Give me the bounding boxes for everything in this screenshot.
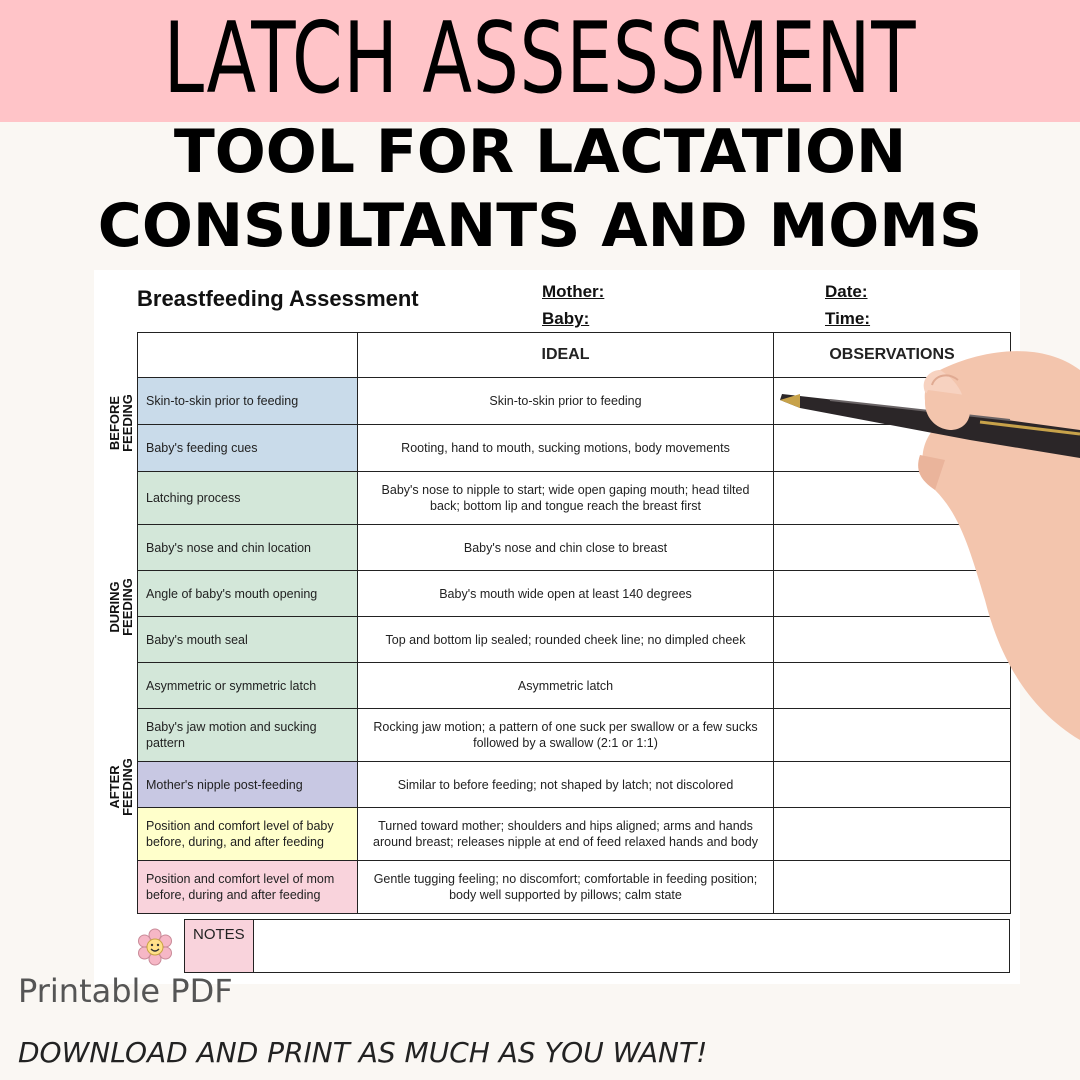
header-observations: OBSERVATIONS: [774, 333, 1011, 378]
observation-cell[interactable]: [774, 861, 1011, 914]
row-label: Position and comfort level of baby before, during, and after feeding: [138, 808, 358, 861]
row-label: Baby's feeding cues: [138, 425, 358, 472]
subtitle-line-1: TOOL FOR LACTATION: [173, 117, 907, 187]
table-row: [138, 808, 1011, 861]
row-label: Baby's nose and chin location: [138, 525, 358, 571]
row-ideal: Rocking jaw motion; a pattern of one suck per swallow or a few sucks followed by a swallow (2:1 or 1:1): [358, 709, 774, 762]
row-label: Baby's jaw motion and sucking pattern: [138, 709, 358, 762]
table-row: [138, 861, 1011, 914]
section-during-line2: FEEDING: [120, 578, 135, 636]
row-ideal: Turned toward mother; shoulders and hips aligned; arms and hands around breast; releases nipple at end of feed relaxed hands and body: [358, 808, 774, 861]
section-before-feeding: [108, 388, 134, 458]
smiling-flower-icon: [136, 928, 174, 966]
mother-field: Mother:: [542, 282, 605, 301]
observation-cell[interactable]: [774, 762, 1011, 808]
notes-input[interactable]: [253, 919, 1010, 973]
printable-pdf-label: Printable PDF: [18, 972, 233, 1010]
section-during-line1: DURING: [107, 581, 122, 633]
row-ideal: Skin-to-skin prior to feeding: [358, 378, 774, 425]
notes-label: NOTES: [184, 919, 254, 973]
date-field: Date:: [825, 282, 868, 301]
row-label: Latching process: [138, 472, 358, 525]
hand-holding-pen-icon: [770, 330, 1080, 750]
row-ideal: Similar to before feeding; not shaped by latch; not discolored: [358, 762, 774, 808]
row-ideal: Top and bottom lip sealed; rounded cheek line; no dimpled cheek: [358, 617, 774, 663]
section-after-feeding: [108, 752, 134, 822]
section-during-feeding: [108, 572, 134, 642]
header-blank: [138, 333, 358, 378]
table-row: [138, 762, 1011, 808]
header-ideal: IDEAL: [358, 333, 774, 378]
section-after-line2: FEEDING: [120, 758, 135, 816]
section-before-line2: FEEDING: [120, 394, 135, 452]
row-ideal: Asymmetric latch: [358, 663, 774, 709]
banner-title: LATCH ASSESSMENT: [163, 2, 917, 116]
row-ideal: Rooting, hand to mouth, sucking motions, body movements: [358, 425, 774, 472]
row-ideal: Gentle tugging feeling; no discomfort; comfortable in feeding position; body well supported by pillows; calm state: [358, 861, 774, 914]
row-label: Baby's mouth seal: [138, 617, 358, 663]
row-label: Asymmetric or symmetric latch: [138, 663, 358, 709]
section-after-line1: AFTER: [107, 765, 122, 809]
row-ideal: Baby's mouth wide open at least 140 degrees: [358, 571, 774, 617]
row-ideal: Baby's nose to nipple to start; wide open gaping mouth; head tilted back; bottom lip and tongue reach the breast first: [358, 472, 774, 525]
subtitle-line-2: CONSULTANTS AND MOMS: [97, 191, 983, 261]
time-field: Time:: [825, 309, 871, 328]
observation-cell[interactable]: [774, 808, 1011, 861]
sheet-title: Breastfeeding Assessment: [137, 286, 419, 311]
download-tagline: DOWNLOAD AND PRINT AS MUCH AS YOU WANT!: [18, 1036, 708, 1069]
row-label: Mother's nipple post-feeding: [138, 762, 358, 808]
row-label: Angle of baby's mouth opening: [138, 571, 358, 617]
row-label: Skin-to-skin prior to feeding: [138, 378, 358, 425]
row-label: Position and comfort level of mom before, during and after feeding: [138, 861, 358, 914]
section-before-line1: BEFORE: [107, 395, 122, 451]
baby-field: Baby:: [542, 309, 590, 328]
row-ideal: Baby's nose and chin close to breast: [358, 525, 774, 571]
